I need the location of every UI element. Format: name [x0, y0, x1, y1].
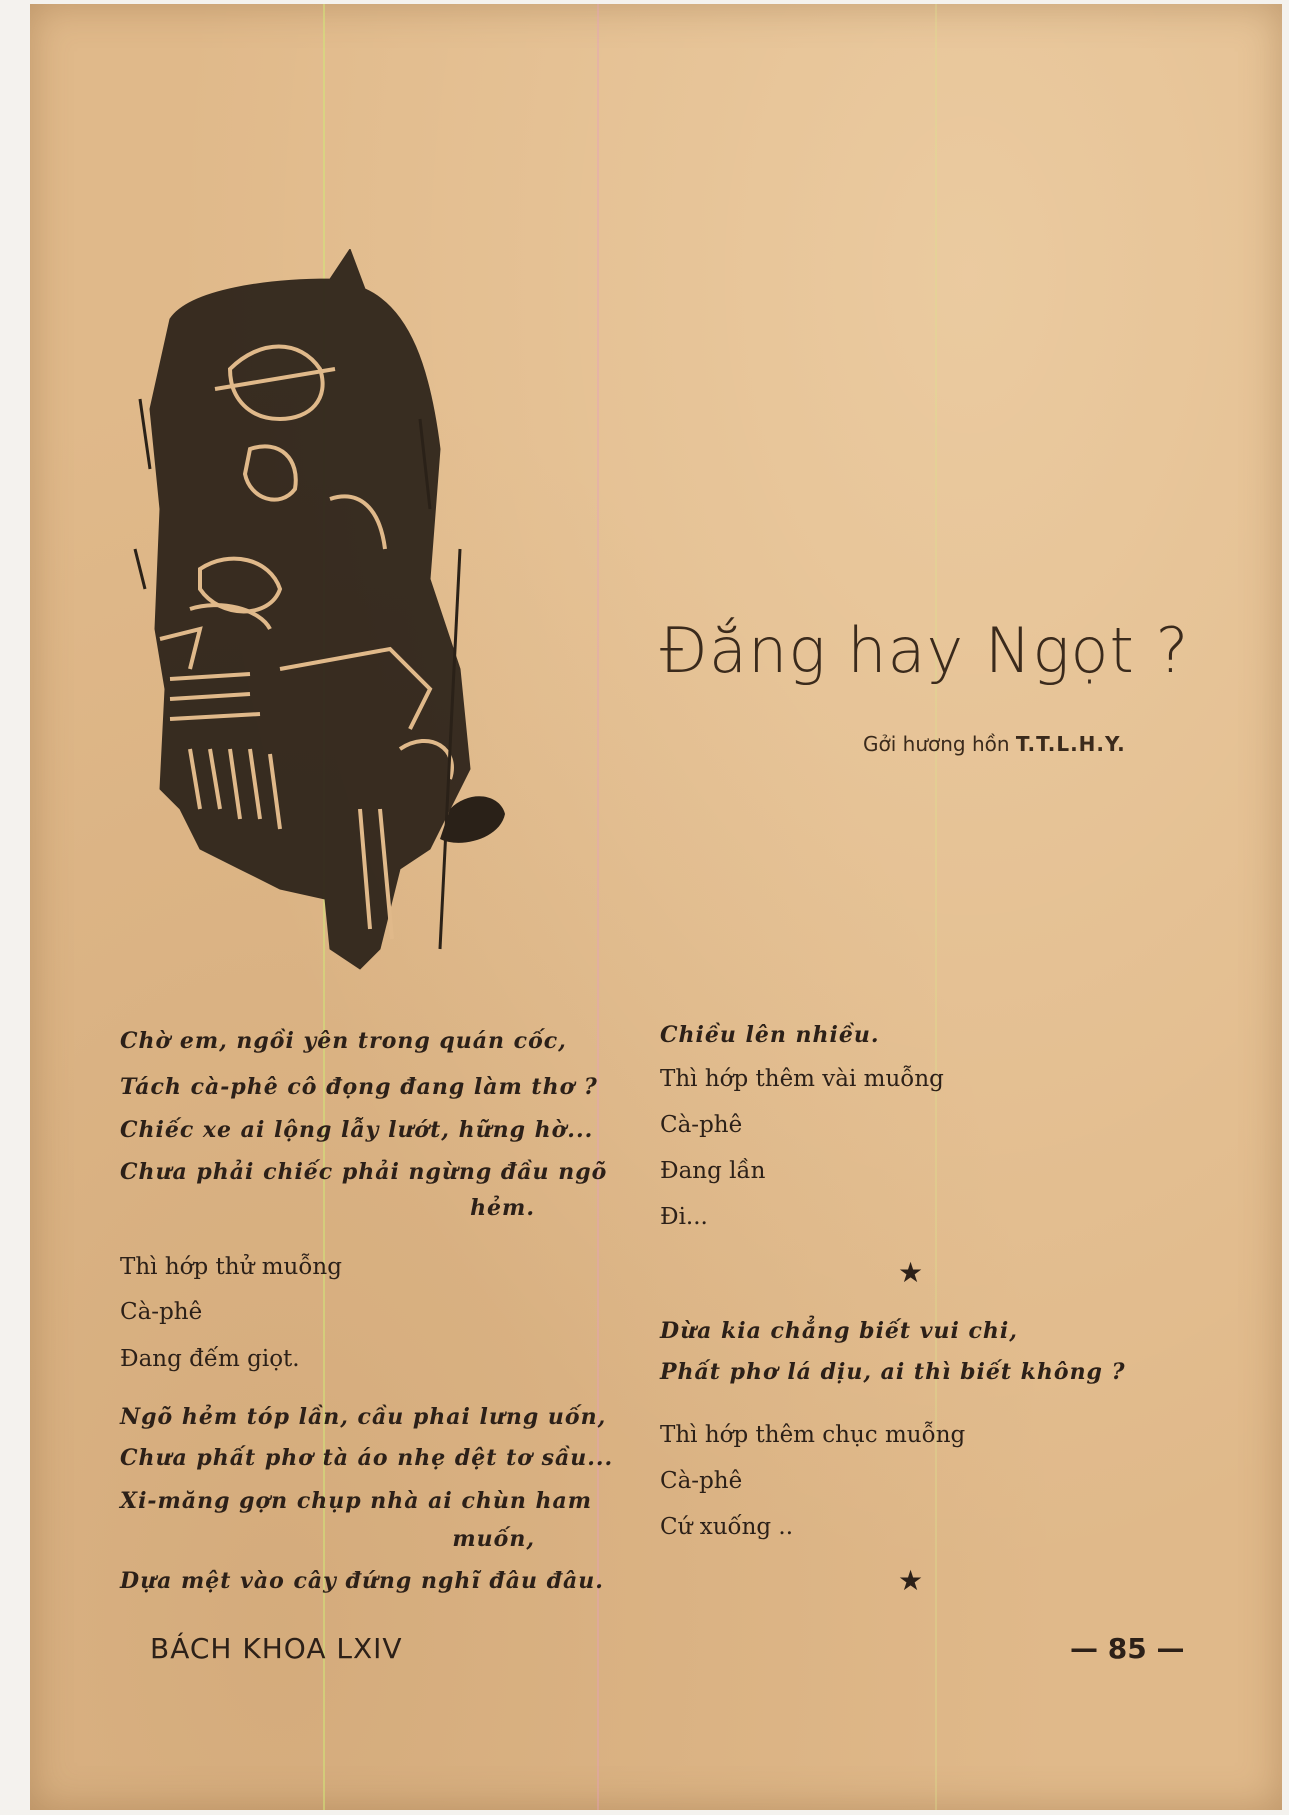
verse-line: Xi-măng gợn chụp nhà ai chùn ham	[120, 1488, 593, 1514]
dedication	[863, 732, 1126, 756]
verse-line: Chưa phất phơ tà áo nhẹ dệt tơ sầu...	[120, 1445, 614, 1471]
verse-line: Thì hớp thêm vài muỗng	[660, 1066, 944, 1092]
verse-line: Đi...	[660, 1204, 708, 1230]
verse-line: Tách cà-phê cô đọng đang làm thơ ?	[120, 1074, 598, 1100]
verse-line: Dừa kia chẳng biết vui chi,	[660, 1318, 1018, 1344]
verse-line-continuation: hẻm.	[470, 1195, 535, 1221]
verse-line-continuation: muốn,	[452, 1526, 535, 1552]
magazine-name: BÁCH KHOA LXIV	[150, 1632, 403, 1665]
verse-line: Thì hớp thêm chục muỗng	[660, 1422, 966, 1448]
verse-line: Chưa phải chiếc phải ngừng đầu ngõ	[120, 1159, 608, 1185]
dedication-prefix: Gởi hương hồn	[863, 732, 1010, 756]
verse-line: Cứ xuống ..	[660, 1514, 794, 1540]
verse-line: Cà-phê	[120, 1299, 203, 1325]
verse-line: Đang lần	[660, 1158, 766, 1184]
dedication-name: T.T.L.H.Y.	[1015, 732, 1126, 756]
verse-line: Chờ em, ngồi yên trong quán cốc,	[120, 1028, 567, 1054]
star-divider: ★	[898, 1564, 924, 1597]
poem-title: Đắng hay Ngọt ?	[660, 614, 1190, 687]
scan-artifact-line	[597, 4, 599, 1810]
verse-line: Cà-phê	[660, 1112, 743, 1138]
star-divider: ★	[898, 1256, 924, 1289]
woodcut-illustration	[130, 249, 570, 979]
scan-artifact-line	[935, 4, 937, 1810]
verse-line: Cà-phê	[660, 1468, 743, 1494]
verse-line: Thì hớp thử muỗng	[120, 1254, 342, 1280]
verse-line: Dựa mệt vào cây đứng nghĩ đâu đâu.	[120, 1568, 604, 1594]
verse-line: Chiều lên nhiều.	[660, 1022, 880, 1048]
verse-line: Chiếc xe ai lộng lẫy lướt, hững hờ...	[120, 1117, 594, 1143]
page-number: — 85 —	[1070, 1632, 1185, 1665]
verse-line: Ngõ hẻm tóp lần, cầu phai lưng uốn,	[120, 1404, 607, 1430]
magazine-page	[30, 4, 1282, 1810]
verse-line: Phất phơ lá dịu, ai thì biết không ?	[660, 1359, 1126, 1385]
verse-line: Đang đếm giọt.	[120, 1346, 300, 1372]
